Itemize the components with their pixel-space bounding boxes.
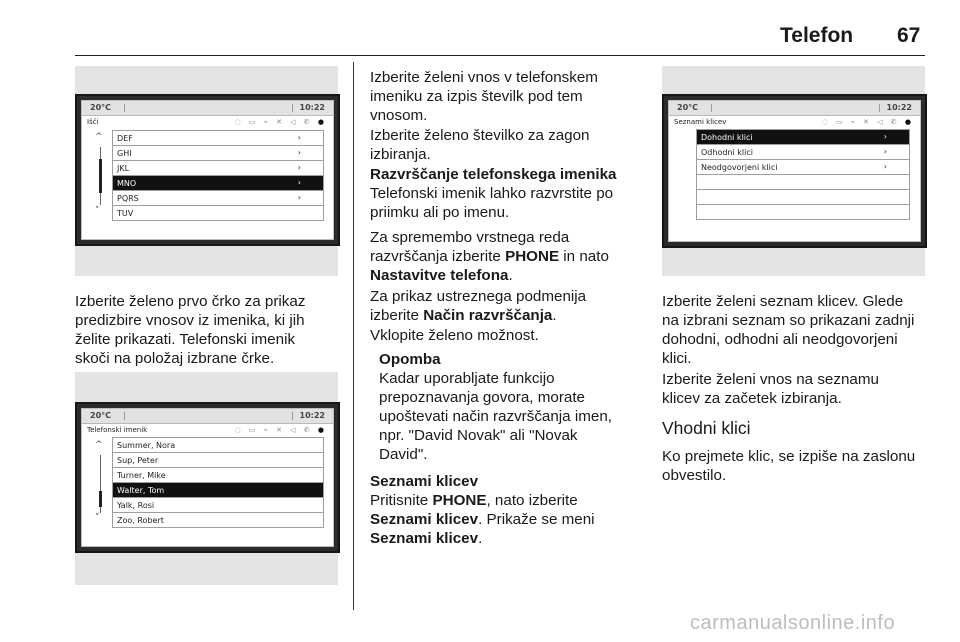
text-line: Izberite želeno prvo črko za prikaz: [75, 293, 306, 310]
screen-title-bar: [669, 116, 920, 129]
text-fragment: izberite: [370, 307, 424, 324]
text-line: Kadar uporabljate funkcijo: [379, 370, 555, 387]
status-separator: [124, 412, 125, 420]
text-line: David".: [379, 446, 428, 463]
list-item[interactable]: [113, 438, 323, 453]
header-rule: [75, 55, 925, 56]
col1-paragraph: [75, 292, 305, 368]
chevron-right-icon: ›: [297, 148, 301, 157]
chevron-right-icon: ›: [297, 163, 301, 172]
list-item-label: GHI: [117, 149, 132, 158]
watermark: carmanualsonline.info: [690, 612, 896, 634]
text-fragment: , nato izberite: [486, 492, 578, 509]
col2-paragraph-sorting: [370, 184, 613, 222]
text-line: na izbrani seznam so prikazani zadnji: [662, 312, 915, 329]
list-item[interactable]: [113, 161, 323, 176]
text-fragment: razvrščanja izberite: [370, 248, 506, 265]
temperature: 20°C: [677, 103, 699, 112]
status-separator: [292, 412, 293, 420]
clock: 10:22: [886, 103, 912, 112]
list-item: [697, 175, 909, 190]
list-item-label: Odhodni klici: [701, 148, 753, 157]
ui-term-phone: PHONE: [505, 248, 560, 265]
status-separator: [711, 104, 712, 112]
col3-paragraph-incoming: [662, 447, 915, 485]
text-line: Za spremembo vrstnega reda: [370, 229, 570, 246]
col2-paragraph-change-order: [370, 228, 609, 285]
list-item-selected[interactable]: [113, 176, 323, 191]
screen-search: [81, 100, 334, 240]
clock: 10:22: [299, 411, 325, 420]
list-item-label: Neodgovorjeni klici: [701, 163, 778, 172]
section-heading-call-lists: Seznami klicev: [370, 473, 479, 490]
text-fragment: .: [508, 267, 513, 284]
note-title: Opomba: [379, 351, 441, 368]
list-item-label: Turner, Mike: [117, 471, 166, 480]
list-item-label: Zoo, Robert: [117, 516, 164, 525]
screen-title: Telefonski imenik: [87, 426, 148, 434]
screen-title: Išči: [87, 118, 99, 126]
list-item[interactable]: [113, 513, 323, 528]
text-line: npr. "David Novak" ali "Novak: [379, 427, 578, 444]
chevron-right-icon: ›: [883, 147, 887, 156]
col2-paragraph-enable-option: Vklopite želeno možnost.: [370, 327, 539, 344]
chevron-right-icon: ›: [883, 132, 887, 141]
text-fragment: . Prikaže se meni: [478, 511, 595, 528]
text-line: želite prikazati. Telefonski imenik: [75, 331, 296, 348]
screen-title-bar: [82, 116, 333, 129]
note-body: [379, 369, 612, 464]
text-line: priimku ali po imenu.: [370, 204, 510, 221]
text-line: Izberite želeni vnos v telefonskem: [370, 69, 598, 86]
text-line: imeniku za izpis številk pod tem: [370, 88, 583, 105]
text-line: upoštevati način razvrščanja imen,: [379, 408, 612, 425]
text-line: vnosom.: [370, 107, 428, 124]
temperature: 20°C: [90, 411, 112, 420]
status-separator: [879, 104, 880, 112]
text-line: Izberite želeni vnos na seznamu: [662, 371, 879, 388]
list-item[interactable]: [113, 131, 323, 146]
scroll-up-icon[interactable]: ^: [95, 132, 103, 142]
status-bar: [82, 101, 333, 116]
text-fragment: .: [478, 530, 483, 547]
text-line: Za prikaz ustreznega podmenija: [370, 288, 587, 305]
chevron-right-icon: ›: [297, 178, 301, 187]
list-item[interactable]: [697, 160, 909, 175]
col2-paragraph-select-entry: [370, 68, 598, 125]
list-item[interactable]: [113, 191, 323, 206]
page-number: 67: [897, 24, 921, 47]
screen-call-lists: [668, 100, 921, 242]
list-item-label: Dohodni klici: [701, 133, 753, 142]
status-bar: [669, 101, 920, 116]
list-item-label: Sup, Peter: [117, 456, 159, 465]
ui-term-phone: PHONE: [432, 492, 487, 509]
scroll-down-icon[interactable]: ˅: [95, 513, 100, 523]
list-item[interactable]: [113, 453, 323, 468]
ui-term-call-lists: Seznami klicev: [370, 530, 479, 547]
status-separator: [292, 104, 293, 112]
list-item-label: DEF: [117, 134, 133, 143]
scroll-up-icon[interactable]: ^: [95, 440, 103, 450]
section-heading-sorting: Razvrščanje telefonskega imenika: [370, 166, 617, 183]
text-line: dohodni, odhodni ali neodgovorjeni: [662, 331, 898, 348]
text-line: klicev za začetek izbiranja.: [662, 390, 842, 407]
ui-term-phone-settings: Nastavitve telefona: [370, 267, 509, 284]
list-item: [697, 205, 909, 220]
clock: 10:22: [299, 103, 325, 112]
list-item[interactable]: [697, 145, 909, 160]
list-item-label: PQRS: [117, 194, 139, 203]
ui-term-sort-mode: Način razvrščanja: [423, 307, 553, 324]
text-line: skoči na položaj izbrane črke.: [75, 350, 275, 367]
list-item[interactable]: [113, 206, 323, 221]
ui-term-call-lists: Seznami klicev: [370, 511, 479, 528]
text-line: obvestilo.: [662, 467, 727, 484]
list-item[interactable]: [113, 498, 323, 513]
text-line: Ko prejmete klic, se izpiše na zaslonu: [662, 448, 916, 465]
col3-paragraph-select-list: [662, 292, 914, 368]
col2-paragraph-select-number: [370, 126, 590, 164]
col3-paragraph-select-entry: [662, 370, 879, 408]
text-line: prepoznavanja govora, morate: [379, 389, 586, 406]
list-item[interactable]: [113, 468, 323, 483]
scroll-down-icon[interactable]: ˅: [95, 206, 100, 216]
section-heading-incoming-calls: Vhodni klici: [662, 418, 751, 438]
chevron-right-icon: ›: [297, 193, 301, 202]
list-item[interactable]: [113, 146, 323, 161]
list-item-label: Yalk, Rosi: [117, 501, 155, 510]
list-item-label: TUV: [117, 209, 134, 218]
temperature: 20°C: [90, 103, 112, 112]
list-item-label: MNO: [117, 179, 137, 188]
list-item-selected[interactable]: [697, 130, 909, 145]
status-separator: [124, 104, 125, 112]
text-fragment: in nato: [559, 248, 609, 265]
text-line: klici.: [662, 350, 692, 367]
text-fragment: Pritisnite: [370, 492, 433, 509]
text-fragment: .: [552, 307, 557, 324]
chevron-right-icon: ›: [883, 162, 887, 171]
list-item-label: JKL: [117, 164, 130, 173]
list-item-selected[interactable]: [113, 483, 323, 498]
text-line: predizbire vnosov iz imenika, ki jih: [75, 312, 305, 329]
list-item: [697, 190, 909, 205]
status-icons: ◌ ▭ ⌁ ✕ ◁ ✆ ●: [234, 118, 327, 126]
contact-list: [112, 437, 324, 528]
scroll-thumb[interactable]: [99, 491, 102, 507]
text-line: izbiranja.: [370, 146, 431, 163]
letter-list: [112, 130, 324, 221]
list-item-label: Summer, Nora: [117, 441, 176, 450]
screen-phonebook: [81, 408, 334, 547]
screen-title: Seznami klicev: [674, 118, 727, 126]
call-list-menu: [696, 129, 910, 220]
scroll-thumb[interactable]: [99, 159, 102, 193]
text-line: Izberite želeni seznam klicev. Glede: [662, 293, 904, 310]
text-line: Telefonski imenik lahko razvrstite po: [370, 185, 614, 202]
page-header-title: Telefon: [780, 24, 854, 47]
col2-paragraph-submenu: [370, 287, 586, 325]
col2-paragraph-call-lists: [370, 491, 595, 548]
screen-title-bar: [82, 424, 333, 437]
status-bar: [82, 409, 333, 424]
text-line: Izberite želeno številko za zagon: [370, 127, 590, 144]
chevron-right-icon: ›: [297, 133, 301, 142]
status-icons: ◌ ▭ ⌁ ✕ ◁ ✆ ●: [234, 426, 327, 434]
status-icons: ◌ ▭ ⌁ ✕ ◁ ✆ ●: [821, 118, 914, 126]
list-item-label: Walter, Tom: [117, 486, 165, 495]
column-separator: [353, 62, 354, 610]
